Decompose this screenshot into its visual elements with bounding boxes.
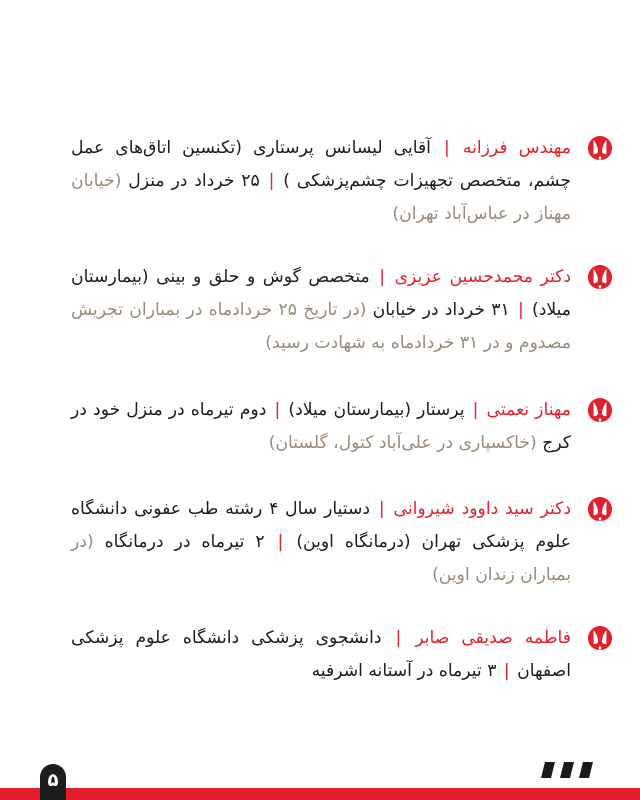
separator: | [372, 499, 392, 519]
entry-description: متخصص گوش و حلق و بینی (بیمارستان میلاد) [71, 267, 571, 320]
separator: | [268, 400, 287, 420]
separator: | [383, 628, 414, 648]
entry-date: ۳۱ خرداد در خیابان [372, 300, 510, 320]
entry-text [71, 622, 571, 688]
entry-place: (خیابان مهناز در عباس‌آباد تهران) [71, 171, 571, 224]
entry-date: ۲۵ خرداد در منزل [128, 171, 260, 191]
separator: | [466, 400, 485, 420]
entry-description: پرستار (بیمارستان میلاد) [288, 400, 465, 420]
entry-description: دانشجوی پزشکی دانشگاه علوم پزشکی اصفهان [71, 628, 571, 681]
separator: | [371, 267, 393, 287]
separator: | [266, 532, 295, 552]
entry-name: دکتر محمدحسین عزیزی [394, 267, 571, 287]
entry-place: (در تاریخ ۲۵ خردادماه در بمباران تجریش مصدوم و در ۳۱ خردادماه به شهادت رسید) [71, 300, 571, 353]
entry-place: (در بمباران زندان اوین) [71, 532, 571, 585]
entry-text [71, 493, 571, 592]
tulip-icon [585, 493, 615, 523]
entry-text [71, 394, 571, 460]
separator: | [261, 171, 282, 191]
three-dots-icon [539, 762, 595, 778]
separator: | [498, 661, 516, 681]
separator: | [511, 300, 530, 320]
separator: | [432, 138, 461, 158]
entry-name: دکتر سید داوود شیروانی [393, 499, 571, 519]
entry-name: مهندس فرزانه [462, 138, 571, 158]
entry-name: مهناز نعمتی [486, 400, 572, 420]
entry-date: دوم تیرماه در منزل خود در کرج [71, 400, 571, 453]
entry-name: فاطمه صدیقی صابر [415, 628, 571, 648]
tulip-icon [585, 132, 615, 162]
page-number: ۵ [40, 764, 66, 800]
entry-place: (خاکسپاری در علی‌آباد کتول، گلستان) [268, 433, 537, 453]
footer-bar [0, 788, 640, 800]
entry-description: دستیار سال ۴ رشته طب عفونی دانشگاه علوم پزشکی تهران (درمانگاه اوین) [71, 499, 571, 552]
tulip-icon [585, 394, 615, 424]
entry-date: ۳ تیرماه در آستانه اشرفیه [311, 661, 497, 681]
tulip-icon [585, 622, 615, 652]
entry-text [71, 132, 571, 231]
tulip-icon [585, 261, 615, 291]
entry-date: ۲ تیرماه در درمانگاه [104, 532, 265, 552]
entry-text [71, 261, 571, 360]
entry-description: آقایی لیسانس پرستاری (تکنسین اتاق‌های عمل چشم، متخصص تجهیزات چشم‌پزشکی ) [71, 138, 571, 191]
